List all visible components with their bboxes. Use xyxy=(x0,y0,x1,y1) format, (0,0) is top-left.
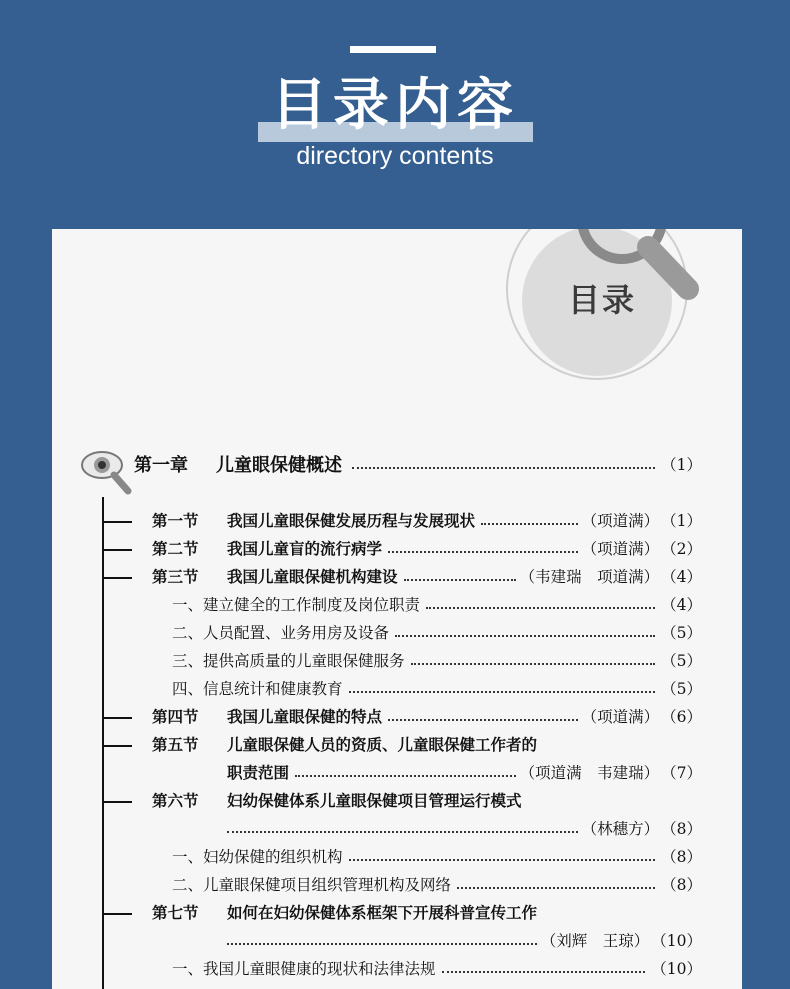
chapter-title: 儿童眼保健概述 xyxy=(216,455,342,476)
subsection-title: 二、儿童眼保健项目组织管理机构及网络 xyxy=(172,876,452,894)
section-title: 我国儿童盲的流行病学 xyxy=(227,540,383,558)
toc-paper xyxy=(52,229,742,989)
badge-text: 目录 xyxy=(567,281,636,319)
title-block xyxy=(0,66,790,146)
subsection-title: 一、建立健全的工作制度及岗位职责 xyxy=(172,596,421,614)
section-page: （10） xyxy=(651,932,702,950)
section-leader xyxy=(295,775,516,777)
section-author: （刘辉 王琼） xyxy=(540,932,650,950)
subsection-title: 一、妇幼保健的组织机构 xyxy=(172,848,343,866)
subsection-leader xyxy=(349,859,656,861)
section-leader xyxy=(388,551,578,553)
section-leader xyxy=(388,719,578,721)
section-author: （林穗方） xyxy=(581,820,660,838)
section-label: 第二节 xyxy=(152,540,199,558)
section-title: 妇幼保健体系儿童眼保健项目管理运行模式 xyxy=(227,792,522,810)
subsection-row xyxy=(52,649,702,675)
section-title: 我国儿童眼保健的特点 xyxy=(227,708,383,726)
section-title: 儿童眼保健人员的资质、儿童眼保健工作者的 xyxy=(227,736,538,754)
section-continuation-row xyxy=(52,761,702,787)
page-title: 目录内容 xyxy=(271,73,519,138)
section-row xyxy=(52,537,702,563)
section-leader xyxy=(404,579,516,581)
section-continuation-row xyxy=(52,929,702,955)
section-row xyxy=(52,565,702,591)
section-title: 我国儿童眼保健机构建设 xyxy=(227,568,398,586)
subsection-title: 二、人员配置、业务用房及设备 xyxy=(172,624,390,642)
section-author: （项道满） xyxy=(581,540,660,558)
section-author: （项道满 韦建瑞） xyxy=(519,764,660,782)
subsection-page: （8） xyxy=(661,876,702,894)
subsection-page: （5） xyxy=(661,624,702,642)
tree-branch xyxy=(102,801,132,803)
section-label: 第一节 xyxy=(152,512,199,530)
subsection-row xyxy=(52,957,702,983)
subsection-leader xyxy=(395,635,655,637)
section-leader xyxy=(227,831,578,833)
subsection-row xyxy=(52,677,702,703)
section-row xyxy=(52,705,702,731)
subsection-row xyxy=(52,621,702,647)
magnifier-decoration xyxy=(52,229,742,429)
chapter-label: 第一章 xyxy=(134,455,188,476)
section-page: （8） xyxy=(661,820,702,838)
section-row xyxy=(52,901,702,927)
section-label: 第七节 xyxy=(152,904,199,922)
section-label: 第六节 xyxy=(152,792,199,810)
section-title-cont: 职责范围 xyxy=(227,764,290,782)
section-page: （1） xyxy=(661,512,702,530)
tree-branch xyxy=(102,745,132,747)
page-subtitle: directory contents xyxy=(296,142,494,170)
subsection-page: （4） xyxy=(661,596,702,614)
section-author: （项道满） xyxy=(581,708,660,726)
section-row xyxy=(52,509,702,535)
section-page: （6） xyxy=(661,708,702,726)
chapter-row xyxy=(52,453,702,479)
section-title: 如何在妇幼保健体系框架下开展科普宣传工作 xyxy=(227,904,538,922)
subsection-leader xyxy=(426,607,655,609)
subsection-title: 四、信息统计和健康教育 xyxy=(172,680,343,698)
section-page: （7） xyxy=(661,764,702,782)
subsection-leader xyxy=(442,971,646,973)
section-title: 我国儿童眼保健发展历程与发展现状 xyxy=(227,512,476,530)
chapter-page: （1） xyxy=(661,456,702,474)
subsection-title: 三、提供高质量的儿童眼保健服务 xyxy=(172,652,405,670)
subsection-leader xyxy=(349,691,656,693)
section-row xyxy=(52,789,702,815)
subsection-page: （8） xyxy=(661,848,702,866)
section-row xyxy=(52,733,702,759)
section-page: （2） xyxy=(661,540,702,558)
section-leader xyxy=(227,943,537,945)
section-page: （4） xyxy=(661,568,702,586)
section-label: 第三节 xyxy=(152,568,199,586)
section-continuation-row xyxy=(52,817,702,843)
subsection-title: 一、我国儿童眼健康的现状和法律法规 xyxy=(172,960,436,978)
tree-branch xyxy=(102,717,132,719)
section-author: （项道满） xyxy=(581,512,660,530)
section-label: 第五节 xyxy=(152,736,199,754)
subsection-page: （5） xyxy=(661,652,702,670)
title-top-bar xyxy=(350,46,436,53)
section-label: 第四节 xyxy=(152,708,199,726)
subsection-page: （5） xyxy=(661,680,702,698)
subsection-row xyxy=(52,873,702,899)
subsection-row xyxy=(52,593,702,619)
section-leader xyxy=(481,523,578,525)
subsection-leader xyxy=(457,887,655,889)
tree-branch xyxy=(102,913,132,915)
tree-branch xyxy=(102,549,132,551)
tree-branch xyxy=(102,521,132,523)
chapter-leader xyxy=(352,467,655,469)
tree-branch xyxy=(102,577,132,579)
subsection-leader xyxy=(411,663,656,665)
subsection-row xyxy=(52,845,702,871)
section-author: （韦建瑞 项道满） xyxy=(519,568,660,586)
subsection-page: （10） xyxy=(651,960,702,978)
